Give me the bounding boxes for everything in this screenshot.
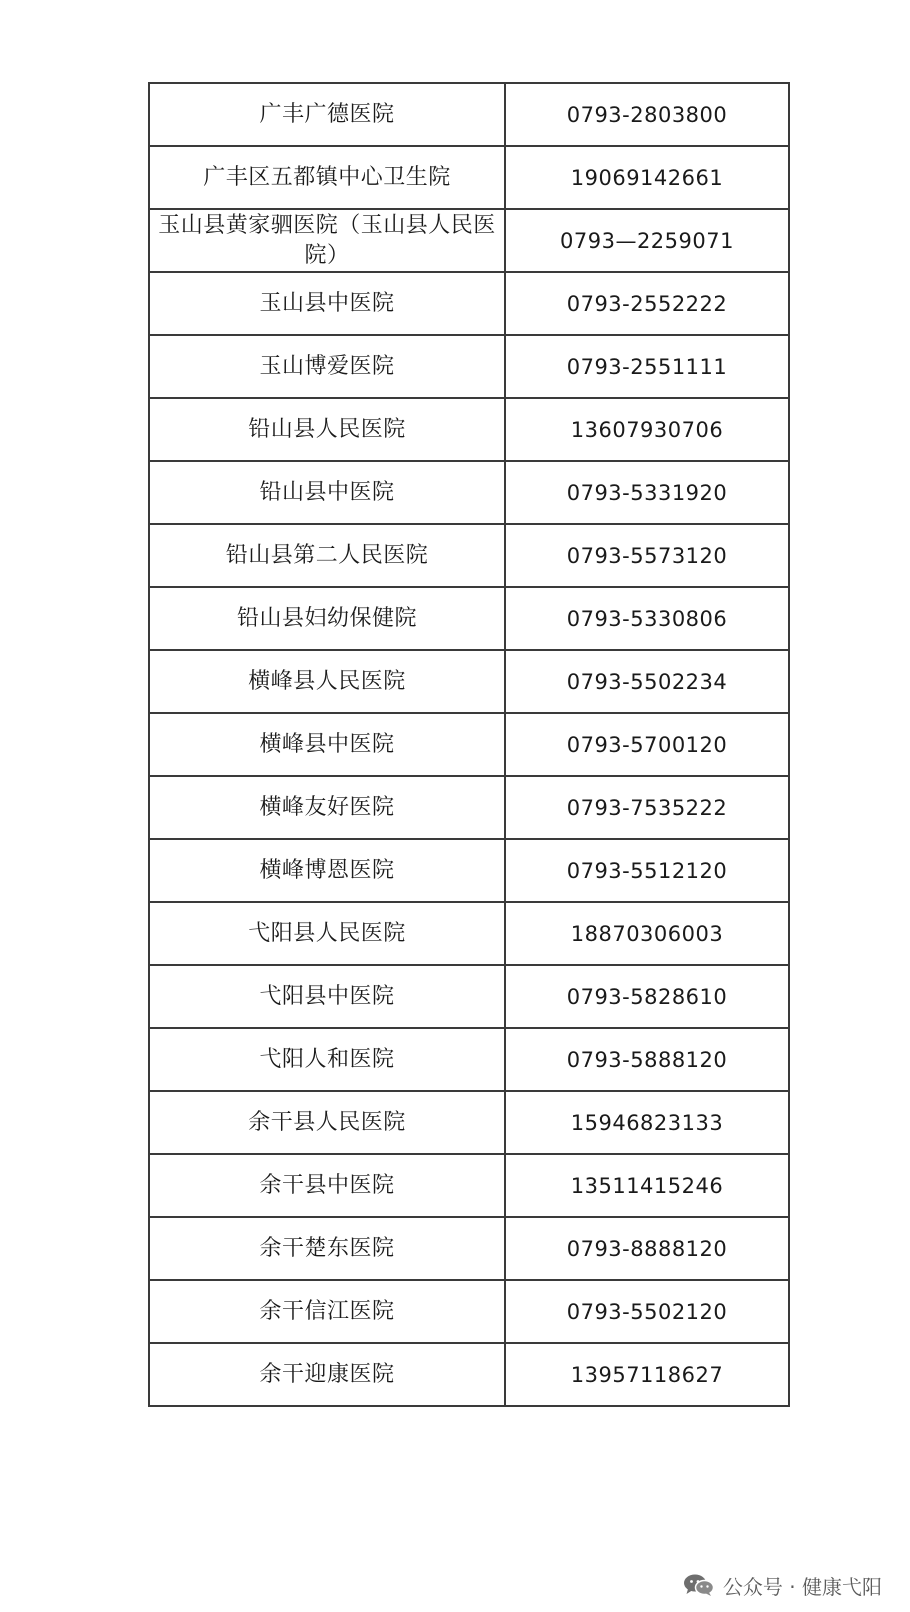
table-row: [149, 398, 789, 461]
wechat-icon: [683, 1573, 715, 1597]
hospital-phone-cell: 0793-5700120: [505, 713, 789, 776]
hospital-name-cell: 广丰区五都镇中心卫生院: [149, 146, 505, 209]
hospital-contact-table-container: [148, 82, 788, 1407]
hospital-name-cell: 铅山县妇幼保健院: [149, 587, 505, 650]
hospital-phone-cell: 13511415246: [505, 1154, 789, 1217]
hospital-phone-cell: 0793-5828610: [505, 965, 789, 1028]
hospital-phone-cell: 0793-5330806: [505, 587, 789, 650]
table-row: [149, 1154, 789, 1217]
table-row: [149, 1343, 789, 1406]
hospital-name-cell: 横峰县中医院: [149, 713, 505, 776]
footer-text: 公众号 · 健康弋阳: [722, 1574, 882, 1599]
hospital-phone-cell: 0793-5502120: [505, 1280, 789, 1343]
table-row: [149, 902, 789, 965]
hospital-phone-cell: 13607930706: [505, 398, 789, 461]
hospital-phone-cell: 0793-5502234: [505, 650, 789, 713]
table-row: [149, 776, 789, 839]
hospital-name-cell: 铅山县中医院: [149, 461, 505, 524]
hospital-phone-cell: 0793-2551111: [505, 335, 789, 398]
hospital-phone-cell: 15946823133: [505, 1091, 789, 1154]
table-row: [149, 839, 789, 902]
hospital-name-cell: 铅山县人民医院: [149, 398, 505, 461]
table-row: [149, 965, 789, 1028]
hospital-phone-cell: 0793-5512120: [505, 839, 789, 902]
hospital-name-cell: 余干县人民医院: [149, 1091, 505, 1154]
hospital-name-cell: 余干楚东医院: [149, 1217, 505, 1280]
hospital-name-cell: 弋阳县人民医院: [149, 902, 505, 965]
table-row: [149, 650, 789, 713]
hospital-phone-cell: 0793-2803800: [505, 83, 789, 146]
hospital-phone-cell: 0793-2552222: [505, 272, 789, 335]
table-row: [149, 587, 789, 650]
hospital-name-cell: 弋阳县中医院: [149, 965, 505, 1028]
hospital-name-cell: 弋阳人和医院: [149, 1028, 505, 1091]
hospital-phone-cell: 19069142661: [505, 146, 789, 209]
hospital-phone-cell: 18870306003: [505, 902, 789, 965]
footer-watermark: [683, 1570, 882, 1600]
table-row: [149, 1217, 789, 1280]
table-row: [149, 713, 789, 776]
table-row: [149, 1280, 789, 1343]
hospital-name-cell: 玉山县黄家驷医院（玉山县人民医院）: [149, 209, 505, 272]
hospital-phone-cell: 0793-8888120: [505, 1217, 789, 1280]
table-row: [149, 146, 789, 209]
hospital-name-cell: 玉山县中医院: [149, 272, 505, 335]
table-row: [149, 272, 789, 335]
table-row: [149, 209, 789, 272]
hospital-name-cell: 余干信江医院: [149, 1280, 505, 1343]
hospital-phone-cell: 0793—2259071: [505, 209, 789, 272]
hospital-name-cell: 玉山博爱医院: [149, 335, 505, 398]
hospital-phone-cell: 0793-5573120: [505, 524, 789, 587]
table-row: [149, 335, 789, 398]
hospital-phone-cell: 13957118627: [505, 1343, 789, 1406]
hospital-name-cell: 横峰县人民医院: [149, 650, 505, 713]
table-row: [149, 524, 789, 587]
hospital-name-cell: 余干迎康医院: [149, 1343, 505, 1406]
hospital-contact-table: [148, 82, 790, 1407]
table-body: [149, 83, 789, 1406]
table-row: [149, 461, 789, 524]
hospital-name-cell: 横峰博恩医院: [149, 839, 505, 902]
hospital-phone-cell: 0793-5888120: [505, 1028, 789, 1091]
table-row: [149, 1028, 789, 1091]
hospital-phone-cell: 0793-7535222: [505, 776, 789, 839]
hospital-name-cell: 广丰广德医院: [149, 83, 505, 146]
hospital-name-cell: 余干县中医院: [149, 1154, 505, 1217]
hospital-phone-cell: 0793-5331920: [505, 461, 789, 524]
table-row: [149, 83, 789, 146]
hospital-name-cell: 横峰友好医院: [149, 776, 505, 839]
hospital-name-cell: 铅山县第二人民医院: [149, 524, 505, 587]
table-row: [149, 1091, 789, 1154]
